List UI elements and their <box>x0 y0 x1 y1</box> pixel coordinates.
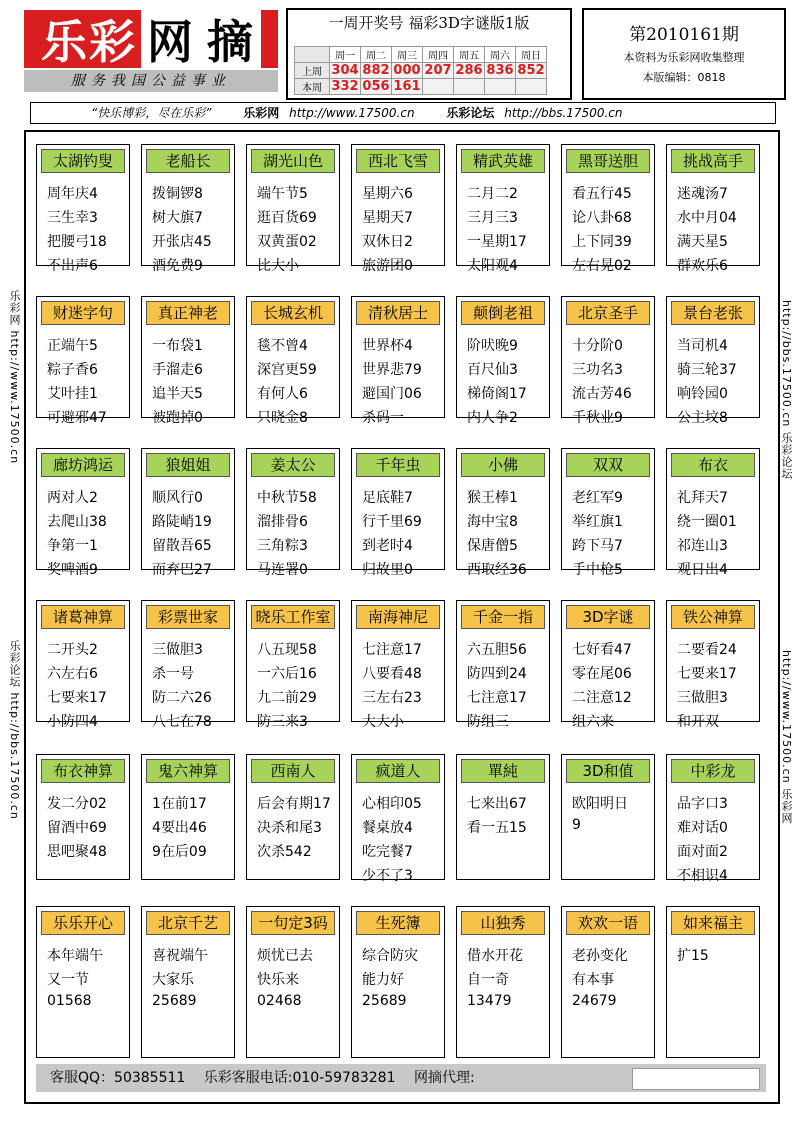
forecast-line: 绕一圈01 <box>677 514 737 530</box>
forecast-card <box>141 296 235 426</box>
forecast-card-title: 千年虫 <box>356 453 440 477</box>
this-week-num: 056 <box>362 79 390 94</box>
forecast-card <box>666 906 760 1058</box>
forecast-line: 看五行45 <box>572 186 632 202</box>
forecast-card-title: 挑战高手 <box>671 149 755 173</box>
forecast-card <box>141 600 235 730</box>
forecast-line: 深宫更59 <box>257 362 317 378</box>
this-week-num <box>423 79 454 95</box>
forecast-card-title: 狼姐姐 <box>146 453 230 477</box>
forecast-line: 防四到24 <box>467 666 527 682</box>
forecast-card-title: 疯道人 <box>356 759 440 783</box>
logo-char-2: 彩 <box>89 15 137 69</box>
forecast-line: 中秋节58 <box>257 490 317 506</box>
forecast-card <box>351 144 445 274</box>
last-week-num: 852 <box>517 63 545 78</box>
forecast-line: 能力好 <box>362 972 404 988</box>
forecast-card-title: 彩票世家 <box>146 605 230 629</box>
forecast-card-title: 單純 <box>461 759 545 783</box>
forecast-card <box>36 906 130 1058</box>
forecast-line: 八七在78 <box>152 714 212 730</box>
forecast-card-title: 欢欢一语 <box>566 911 650 935</box>
forecast-line: 思吧聚48 <box>47 844 107 860</box>
forecast-line: 9在后09 <box>152 844 207 860</box>
forecast-line: 六五胆56 <box>467 642 527 658</box>
this-week-num <box>516 79 547 95</box>
forecast-line: 争第一1 <box>47 538 98 554</box>
forecast-card-title: 一句定3码 <box>251 911 335 935</box>
forecast-line: 归故里0 <box>362 562 413 578</box>
agent-label: 网摘代理: <box>413 1070 475 1086</box>
forecast-line: 次杀542 <box>257 844 312 860</box>
forecast-line: 当司机4 <box>677 338 728 354</box>
this-week-num <box>485 79 516 95</box>
forecast-line: 一布袋1 <box>152 338 203 354</box>
forecast-line: 看一五15 <box>467 820 527 836</box>
forecast-card-title: 小佛 <box>461 453 545 477</box>
forecast-card-title: 真正神老 <box>146 301 230 325</box>
forecast-card-title: 颠倒老祖 <box>461 301 545 325</box>
forecast-line: 西取经36 <box>467 562 527 578</box>
forecast-card <box>456 144 550 274</box>
forecast-line: 烦忧已去 <box>257 948 313 964</box>
site-label: 乐彩网 <box>243 106 280 120</box>
forecast-line: 不出声6 <box>47 258 98 274</box>
forecast-line: 24679 <box>572 993 617 1009</box>
forecast-line: 粽子香6 <box>47 362 98 378</box>
forecast-line: 餐桌放4 <box>362 820 413 836</box>
last-week-num: 000 <box>393 63 421 78</box>
forecast-card <box>561 600 655 730</box>
forum-label: 乐彩论坛 <box>446 106 495 120</box>
this-week-num: 161 <box>393 79 421 94</box>
forecast-line: 一星期17 <box>467 234 527 250</box>
forecast-line: 心相印05 <box>362 796 422 812</box>
forecast-line: 二月二2 <box>467 186 518 202</box>
forecast-line: 逛百货69 <box>257 210 317 226</box>
forecast-line: 留酒中69 <box>47 820 107 836</box>
forecast-line: 三左右23 <box>362 690 422 706</box>
forecast-line: 决杀和尾3 <box>257 820 322 836</box>
forecast-line: 周年庆4 <box>47 186 98 202</box>
motto: “快乐博彩，尽在乐彩” <box>91 106 212 120</box>
forecast-card <box>456 906 550 1058</box>
forecast-card-title: 如来福主 <box>671 911 755 935</box>
forecast-card-title: 太湖钓叟 <box>41 149 125 173</box>
forecast-line: 不相识4 <box>677 868 728 884</box>
forecast-line: 本年端午 <box>47 948 103 964</box>
forecast-card-title: 诸葛神算 <box>41 605 125 629</box>
forecast-line: 手溜走6 <box>152 362 203 378</box>
forecast-line: 水中月04 <box>677 210 737 226</box>
issue-number: 第2010161期 <box>629 25 739 45</box>
weekday-3: 周三 <box>392 47 423 63</box>
forecast-card-title: 精武英雄 <box>461 149 545 173</box>
forecast-card-title: 双双 <box>566 453 650 477</box>
forecast-line: 去爬山38 <box>47 514 107 530</box>
forecast-line: 防三来3 <box>257 714 308 730</box>
forecast-card <box>141 754 235 880</box>
forecast-line: 猴王棒1 <box>467 490 518 506</box>
forecast-line: 世界杯4 <box>362 338 413 354</box>
forecast-line: 公主坟8 <box>677 410 728 426</box>
forecast-line: 二开头2 <box>47 642 98 658</box>
forecast-line: 上下同39 <box>572 234 632 250</box>
forecast-card <box>561 754 655 880</box>
weekday-4: 周四 <box>423 47 454 63</box>
forecast-card <box>141 448 235 578</box>
forecast-line: 七注意17 <box>362 642 422 658</box>
last-week-num: 207 <box>424 63 452 78</box>
logo-char-4: 摘 <box>201 6 261 72</box>
logo-char-3: 网 <box>141 6 201 72</box>
forecast-line: 内人争2 <box>467 410 518 426</box>
last-week-num: 882 <box>362 63 390 78</box>
forecast-line: 开张店45 <box>152 234 212 250</box>
forecast-card <box>456 448 550 578</box>
forecast-card <box>456 600 550 730</box>
forecast-card-title: 3D字谜 <box>566 605 650 629</box>
forecast-line: 小防四4 <box>47 714 98 730</box>
forecast-line: 三角粽3 <box>257 538 308 554</box>
forecast-line: 自一奇 <box>467 972 509 988</box>
forecast-card-title: 北京千艺 <box>146 911 230 935</box>
forecast-line: 避国门06 <box>362 386 422 402</box>
weekday-7: 周日 <box>516 47 547 63</box>
forecast-line: 左右晃02 <box>572 258 632 274</box>
forecast-line: 正端午5 <box>47 338 98 354</box>
forecast-line: 杀一号 <box>152 666 194 682</box>
forecast-card <box>141 144 235 274</box>
forecast-line: 比大小 <box>257 258 299 274</box>
forecast-line: 跨下马7 <box>572 538 623 554</box>
footer-bar <box>36 1064 766 1092</box>
forecast-line: 满天星5 <box>677 234 728 250</box>
forecast-line: 百尺仙3 <box>467 362 518 378</box>
side-text-right-top: http://bbs.17500.cn 乐彩论坛 <box>780 300 793 480</box>
forecast-card-title: 北京圣手 <box>566 301 650 325</box>
forecast-line: 响铃园0 <box>677 386 728 402</box>
forecast-line: 三生幸3 <box>47 210 98 226</box>
forecast-card <box>246 906 340 1058</box>
weekday-2: 周二 <box>361 47 392 63</box>
forecast-card-title: 姜太公 <box>251 453 335 477</box>
issue-panel <box>582 8 786 100</box>
forecast-line: 难对话0 <box>677 820 728 836</box>
forecast-card-title: 生死簿 <box>356 911 440 935</box>
forecast-line: 有何人6 <box>257 386 308 402</box>
forecast-line: 奖啤酒9 <box>47 562 98 578</box>
forecast-line: 1在前17 <box>152 796 207 812</box>
forecast-line: 千秋业9 <box>572 410 623 426</box>
forecast-card <box>456 296 550 426</box>
forecast-line: 4要出46 <box>152 820 207 836</box>
forecast-line: 大家乐 <box>152 972 194 988</box>
forecast-card-title: 长城玄机 <box>251 301 335 325</box>
forum-url[interactable]: http://bbs.17500.cn <box>504 106 623 120</box>
forecast-line: 又一节 <box>47 972 89 988</box>
forecast-card <box>666 144 760 274</box>
forecast-line: 02468 <box>257 993 302 1009</box>
logo <box>24 10 278 68</box>
forecast-line: 太阳观4 <box>467 258 518 274</box>
forecast-line: 酒免费9 <box>152 258 203 274</box>
support-qq: 客服QQ：50385511 <box>50 1070 186 1086</box>
forecast-card-title: 西北飞雪 <box>356 149 440 173</box>
forecast-line: 九二前29 <box>257 690 317 706</box>
forecast-line: 发二分02 <box>47 796 107 812</box>
forecast-card <box>351 600 445 730</box>
logo-char-1: 乐 <box>41 15 89 69</box>
forecast-line: 艾叶挂1 <box>47 386 98 402</box>
forecast-line: 快乐来 <box>257 972 299 988</box>
forecast-line: 二要看24 <box>677 642 737 658</box>
forecast-line: 马连署0 <box>257 562 308 578</box>
forecast-line: 端午节5 <box>257 186 308 202</box>
forecast-line: 论八卦68 <box>572 210 632 226</box>
forecast-line: 礼拜天7 <box>677 490 728 506</box>
forecast-line: 旅游团0 <box>362 258 413 274</box>
forecast-card-title: 晓乐工作室 <box>251 605 335 629</box>
forecast-card-title: 廊坊鸿运 <box>41 453 125 477</box>
forecast-line: 防二六26 <box>152 690 212 706</box>
forecast-line: 流古芳46 <box>572 386 632 402</box>
forecast-line: 星期天7 <box>362 210 413 226</box>
weekday-5: 周五 <box>454 47 485 63</box>
forecast-line: 七来出67 <box>467 796 527 812</box>
weekday-6: 周六 <box>485 47 516 63</box>
forecast-card <box>351 296 445 426</box>
forecast-card <box>351 448 445 578</box>
forecast-line: 被跑掉0 <box>152 410 203 426</box>
side-text-right-bottom: http://www.17500.cn 乐彩网 <box>780 650 793 825</box>
forecast-card <box>561 296 655 426</box>
forecast-line: 七要来17 <box>47 690 107 706</box>
forecast-card <box>666 448 760 578</box>
editor-note: 本版编辑：0818 <box>642 71 726 84</box>
forecast-card <box>666 296 760 426</box>
forecast-line: 防组三 <box>467 714 509 730</box>
forecast-line: 阶吠晚9 <box>467 338 518 354</box>
forecast-card-title: 铁公神算 <box>671 605 755 629</box>
forecast-card-title: 布衣神算 <box>41 759 125 783</box>
forecast-card <box>351 754 445 884</box>
forecast-line: 9 <box>572 817 581 833</box>
weekday-1: 周一 <box>330 47 361 63</box>
forecast-card-title: 财迷字句 <box>41 301 125 325</box>
forecast-line: 三月三3 <box>467 210 518 226</box>
forecast-line: 七注意17 <box>467 690 527 706</box>
forecast-card <box>246 448 340 578</box>
forecast-card-title: 布衣 <box>671 453 755 477</box>
forecast-line: 杀码一 <box>362 410 404 426</box>
forecast-line: 八五现58 <box>257 642 317 658</box>
forecast-card-title: 老船长 <box>146 149 230 173</box>
forecast-line: 老孙变化 <box>572 948 628 964</box>
forecast-line: 七要来17 <box>677 666 737 682</box>
forecast-line: 顺风行0 <box>152 490 203 506</box>
forecast-line: 三做胆3 <box>677 690 728 706</box>
forecast-line: 树大旗7 <box>152 210 203 226</box>
forecast-card <box>36 296 130 426</box>
last-week-num: 304 <box>331 63 359 78</box>
draw-title: 一周开奖号 福彩3D字谜版1版 <box>328 14 530 32</box>
forecast-card <box>561 448 655 578</box>
forecast-card <box>36 144 130 274</box>
forecast-line: 老红军9 <box>572 490 623 506</box>
forecast-card-title: 山独秀 <box>461 911 545 935</box>
forecast-line: 六左右6 <box>47 666 98 682</box>
forecast-line: 01568 <box>47 993 92 1009</box>
agent-field[interactable] <box>632 1068 760 1090</box>
forecast-line: 有本事 <box>572 972 614 988</box>
forecast-line: 梯倚阁17 <box>467 386 527 402</box>
forecast-line: 到老时4 <box>362 538 413 554</box>
forecast-line: 而弃巴27 <box>152 562 212 578</box>
weekly-draw-panel <box>286 8 572 100</box>
forecast-line: 大大小 <box>362 714 404 730</box>
forecast-line: 扩15 <box>677 948 709 964</box>
forecast-line: 综合防灾 <box>362 948 418 964</box>
forecast-card <box>561 144 655 274</box>
forecast-line: 留散吾65 <box>152 538 212 554</box>
forecast-card <box>456 754 550 880</box>
forecast-line: 八要看48 <box>362 666 422 682</box>
forecast-line: 把腰弓18 <box>47 234 107 250</box>
forecast-card-title: 西南人 <box>251 759 335 783</box>
forecast-card <box>36 448 130 578</box>
forecast-line: 三功名3 <box>572 362 623 378</box>
last-week-num: 286 <box>455 63 483 78</box>
forecast-line: 组六来 <box>572 714 614 730</box>
forecast-line: 面对面2 <box>677 844 728 860</box>
forecast-card <box>351 906 445 1058</box>
motto-bar <box>30 102 776 124</box>
forecast-card-title: 3D和值 <box>566 759 650 783</box>
forecast-line: 追半天5 <box>152 386 203 402</box>
forecast-line: 欧阳明日 <box>572 796 628 812</box>
draw-table <box>294 46 547 95</box>
forecast-line: 星期六6 <box>362 186 413 202</box>
forecast-line: 两对人2 <box>47 490 98 506</box>
forecast-card <box>36 600 130 730</box>
forecast-line: 和开双 <box>677 714 719 730</box>
site-url[interactable]: http://www.17500.cn <box>289 106 415 120</box>
forecast-line: 迷魂汤7 <box>677 186 728 202</box>
forecast-line: 十分阶0 <box>572 338 623 354</box>
forecast-card <box>141 906 235 1058</box>
forecast-card <box>246 296 340 426</box>
forecast-line: 少不了3 <box>362 868 413 884</box>
forecast-card-title: 千金一指 <box>461 605 545 629</box>
forecast-card <box>36 754 130 880</box>
forecast-line: 借水开花 <box>467 948 523 964</box>
collect-note: 本资料为乐彩网收集整理 <box>623 51 745 64</box>
forecast-card <box>666 754 760 884</box>
side-text-left-bottom: 乐彩论坛 http://bbs.17500.cn <box>8 640 21 820</box>
forecast-card-title: 湖光山色 <box>251 149 335 173</box>
forecast-line: 七好看47 <box>572 642 632 658</box>
side-text-left-top: 乐彩网 http://www.17500.cn <box>8 290 21 465</box>
forecast-line: 13479 <box>467 993 512 1009</box>
support-phone: 乐彩客服电话:010-59783281 <box>203 1070 396 1086</box>
forecast-line: 群欢乐6 <box>677 258 728 274</box>
forecast-line: 后会有期17 <box>257 796 331 812</box>
forecast-line: 一六后16 <box>257 666 317 682</box>
forecast-card-title: 南海神尼 <box>356 605 440 629</box>
forecast-line: 手中枪5 <box>572 562 623 578</box>
forecast-card-title: 乐乐开心 <box>41 911 125 935</box>
forecast-card-title: 中彩龙 <box>671 759 755 783</box>
forecast-line: 举红旗1 <box>572 514 623 530</box>
last-week-num: 836 <box>486 63 514 78</box>
forecast-line: 零在尾06 <box>572 666 632 682</box>
forecast-line: 世界悲79 <box>362 362 422 378</box>
forecast-line: 观日出4 <box>677 562 728 578</box>
forecast-line: 双黄蛋02 <box>257 234 317 250</box>
forecast-card <box>246 144 340 274</box>
last-week-label: 上周 <box>295 63 330 79</box>
forecast-line: 可避邪47 <box>47 410 107 426</box>
forecast-line: 海中宝8 <box>467 514 518 530</box>
forecast-line: 足底鞋7 <box>362 490 413 506</box>
this-week-label: 本周 <box>295 79 330 95</box>
forecast-line: 双休日2 <box>362 234 413 250</box>
forecast-line: 25689 <box>152 993 197 1009</box>
forecast-card <box>246 600 340 730</box>
slogan: 服务我国公益事业 <box>24 70 278 92</box>
forecast-line: 拨铜锣8 <box>152 186 203 202</box>
forecast-line: 行千里69 <box>362 514 422 530</box>
forecast-card <box>666 600 760 730</box>
forecast-line: 只晓金8 <box>257 410 308 426</box>
forecast-line: 喜祝端午 <box>152 948 208 964</box>
forecast-card-title: 鬼六神算 <box>146 759 230 783</box>
forecast-line: 保唐僧5 <box>467 538 518 554</box>
forecast-card-title: 景台老张 <box>671 301 755 325</box>
forecast-card-title: 黑哥送胆 <box>566 149 650 173</box>
forecast-line: 祁连山3 <box>677 538 728 554</box>
forecast-line: 二注意12 <box>572 690 632 706</box>
forecast-card <box>246 754 340 880</box>
forecast-line: 毯不曾4 <box>257 338 308 354</box>
forecast-line: 三做胆3 <box>152 642 203 658</box>
forecast-card <box>561 906 655 1058</box>
forecast-line: 骑三轮37 <box>677 362 737 378</box>
forecast-line: 路陡峭19 <box>152 514 212 530</box>
forecast-line: 溜排骨6 <box>257 514 308 530</box>
this-week-num: 332 <box>331 79 359 94</box>
forecast-card-title: 清秋居士 <box>356 301 440 325</box>
forecast-line: 吃完餐7 <box>362 844 413 860</box>
forecast-line: 25689 <box>362 993 407 1009</box>
forecast-line: 品字口3 <box>677 796 728 812</box>
this-week-num <box>454 79 485 95</box>
